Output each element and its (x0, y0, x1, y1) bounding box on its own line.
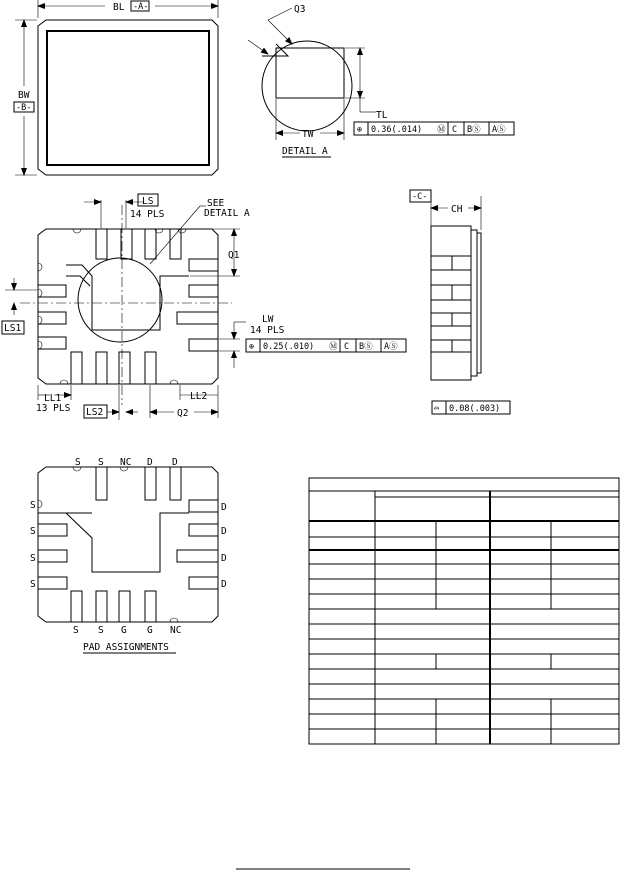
right-pin-3: D (221, 553, 227, 564)
bottom-view (2, 194, 406, 420)
pad-assignments-view (30, 457, 227, 653)
datum-b: -B- (16, 103, 32, 113)
package-lid (47, 31, 209, 165)
flatness-frame (432, 401, 510, 414)
pad-paddle (38, 513, 189, 572)
mmc-symbol-2: Ⓜ (329, 342, 338, 352)
q2-label: Q2 (177, 408, 189, 419)
datum-b-ref-2: BⓈ (359, 342, 373, 352)
lw-feature-control-frame (246, 339, 406, 352)
detail-a (248, 4, 514, 157)
mmc-symbol: Ⓜ (437, 125, 446, 135)
right-pin-1: D (221, 502, 227, 513)
q3-label: Q3 (294, 4, 306, 15)
lw-label: LW (262, 314, 274, 325)
position-symbol: ⊕ (357, 125, 363, 135)
ls1-label: LS1 (4, 323, 22, 334)
right-pin-2: D (221, 526, 227, 537)
ls-label: LS (142, 196, 154, 207)
datum-a-ref: AⓈ (492, 125, 506, 135)
bottom-pin-5: NC (170, 625, 182, 636)
side-view (410, 190, 510, 414)
ll1-count: 13 PLS (36, 403, 71, 414)
detail-a-ref: DETAIL A (204, 208, 250, 219)
top-pin-2: S (98, 457, 104, 468)
bottom-pin-3: G (121, 625, 127, 636)
pad-package-body (38, 467, 218, 622)
table-frame (309, 478, 619, 744)
detail-a-feature-control-frame (354, 122, 514, 135)
lw-count: 14 PLS (250, 325, 285, 336)
bottom-pin-1: S (73, 625, 79, 636)
side-body (431, 226, 471, 380)
ls-count: 14 PLS (130, 209, 165, 220)
top-view (14, 0, 218, 175)
top-pin-1: S (75, 457, 81, 468)
bottom-pin-2: S (98, 625, 104, 636)
top-pin-3: NC (120, 457, 132, 468)
ch-label: CH (451, 204, 463, 215)
datum-b-ref: BⓈ (467, 125, 481, 135)
detail-a-title: DETAIL A (282, 146, 328, 157)
tolerance-value-2: 0.25(.010) (263, 342, 315, 352)
see-label: SEE (207, 198, 225, 209)
datum-a-ref-2: AⓈ (384, 342, 398, 352)
bottom-right-pads (177, 259, 218, 351)
datum-c-ref: C (452, 125, 458, 135)
package-body-top (38, 20, 218, 175)
bl-label: BL (113, 2, 125, 13)
ll1-label: LL1 (44, 393, 62, 404)
pad-assignments-title: PAD ASSIGNMENTS (83, 642, 169, 653)
tolerance-value: 0.36(.014) (371, 125, 423, 135)
left-pin-2: S (30, 526, 36, 537)
dimension-table (309, 478, 619, 744)
flatness-value: 0.08(.003) (449, 404, 501, 414)
position-symbol-2: ⊕ (249, 342, 255, 352)
bottom-left-pads (38, 263, 66, 349)
datum-a: -A- (133, 2, 149, 12)
bottom-bottom-pads (60, 352, 178, 384)
top-pin-4: D (147, 457, 153, 468)
q1-label: Q1 (228, 250, 240, 261)
side-brickwork (431, 256, 471, 352)
bottom-pin-4: G (147, 625, 153, 636)
exposed-paddle (66, 265, 189, 330)
bottom-top-pads (73, 229, 186, 259)
left-pin-1: S (30, 500, 36, 511)
bw-label: BW (18, 90, 30, 101)
ll2-label: LL2 (190, 391, 208, 402)
left-pin-4: S (30, 579, 36, 590)
top-pin-5: D (172, 457, 178, 468)
tl-label: TL (376, 110, 388, 121)
tw-label: TW (302, 129, 314, 140)
datum-c-ref-2: C (344, 342, 350, 352)
right-pin-4: D (221, 579, 227, 590)
left-pin-3: S (30, 553, 36, 564)
package-body-bottom (38, 229, 218, 384)
ls2-label: LS2 (86, 407, 104, 418)
datum-c: -C- (412, 192, 428, 202)
detail-a-callout-circle (78, 258, 162, 342)
flatness-symbol: ⌓ (434, 404, 440, 414)
